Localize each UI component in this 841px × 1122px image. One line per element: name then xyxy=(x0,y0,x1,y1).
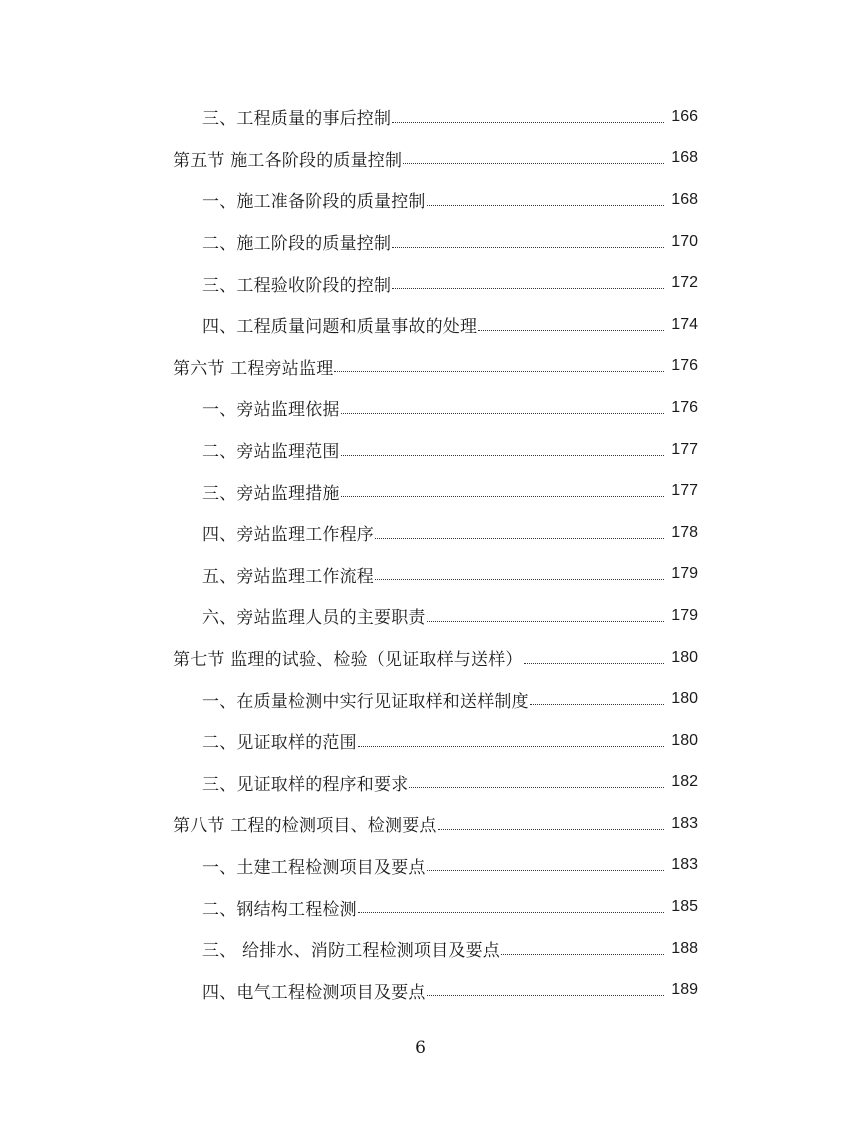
toc-entry-page: 183 xyxy=(671,856,698,874)
dot-leader xyxy=(341,479,664,497)
toc-entry-title: 第八节 工程的检测项目、检测要点 xyxy=(173,816,437,837)
toc-entry-title: 一、土建工程检测项目及要点 xyxy=(202,857,426,878)
dot-leader xyxy=(392,230,664,248)
toc-entry[interactable] xyxy=(0,678,841,720)
dot-leader xyxy=(334,354,664,372)
dot-leader xyxy=(358,895,664,913)
toc-entry-page: 176 xyxy=(671,398,698,416)
toc-entry-page: 188 xyxy=(671,939,698,957)
dot-leader xyxy=(392,105,664,123)
toc-section-entry[interactable] xyxy=(0,346,841,388)
toc-entry-page: 176 xyxy=(671,357,698,375)
dot-leader xyxy=(427,188,664,206)
toc-entry-page: 179 xyxy=(671,565,698,583)
toc-entry-page: 172 xyxy=(671,274,698,292)
dot-leader xyxy=(409,770,664,788)
toc-entry[interactable] xyxy=(0,845,841,887)
toc-entry[interactable] xyxy=(0,221,841,263)
dot-leader xyxy=(530,687,664,705)
toc-entry-title: 四、旁站监理工作程序 xyxy=(202,525,374,546)
toc-entry-title: 一、旁站监理依据 xyxy=(202,400,340,421)
toc-entry-title: 三、见证取样的程序和要求 xyxy=(202,774,409,795)
toc-entry[interactable] xyxy=(0,928,841,970)
toc-section-entry[interactable] xyxy=(0,803,841,845)
toc-entry-page: 168 xyxy=(671,149,698,167)
toc-entry-page: 177 xyxy=(671,440,698,458)
toc-entry[interactable] xyxy=(0,554,841,596)
toc-entry-title: 二、钢结构工程检测 xyxy=(202,899,357,920)
toc-entry-title: 六、旁站监理人员的主要职责 xyxy=(202,608,426,629)
toc-entry[interactable] xyxy=(0,969,841,1011)
toc-entry[interactable] xyxy=(0,512,841,554)
toc-entry[interactable] xyxy=(0,470,841,512)
toc-entry-page: 170 xyxy=(671,232,698,250)
toc-entry[interactable] xyxy=(0,387,841,429)
dot-leader xyxy=(427,978,664,996)
toc-entry[interactable] xyxy=(0,304,841,346)
toc-entry-title: 一、在质量检测中实行见证取样和送样制度 xyxy=(202,691,529,712)
toc-entry-page: 180 xyxy=(671,731,698,749)
dot-leader xyxy=(438,812,664,830)
table-of-contents xyxy=(0,96,841,1011)
toc-entry[interactable] xyxy=(0,96,841,138)
toc-entry[interactable] xyxy=(0,595,841,637)
toc-entry-page: 189 xyxy=(671,981,698,999)
toc-entry-page: 177 xyxy=(671,482,698,500)
toc-entry-title: 三、工程验收阶段的控制 xyxy=(202,275,392,296)
toc-entry-title: 一、施工准备阶段的质量控制 xyxy=(202,192,426,213)
toc-entry-title: 第五节 施工各阶段的质量控制 xyxy=(173,150,403,171)
toc-entry[interactable] xyxy=(0,886,841,928)
dot-leader xyxy=(341,396,664,414)
dot-leader xyxy=(392,271,664,289)
toc-entry[interactable] xyxy=(0,179,841,221)
page-number-footer: 6 xyxy=(415,1038,426,1058)
dot-leader xyxy=(375,562,664,580)
dot-leader xyxy=(375,521,664,539)
dot-leader xyxy=(403,146,664,164)
toc-entry-page: 182 xyxy=(671,773,698,791)
toc-entry-page: 174 xyxy=(671,315,698,333)
toc-entry-title: 三、工程质量的事后控制 xyxy=(202,109,392,130)
toc-entry[interactable] xyxy=(0,762,841,804)
toc-entry-title: 二、施工阶段的质量控制 xyxy=(202,234,392,255)
toc-entry-title: 三、 给排水、消防工程检测项目及要点 xyxy=(202,941,501,962)
toc-entry[interactable] xyxy=(0,429,841,471)
dot-leader xyxy=(478,313,664,331)
toc-entry-page: 166 xyxy=(671,107,698,125)
dot-leader xyxy=(524,646,664,664)
toc-entry-title: 三、旁站监理措施 xyxy=(202,483,340,504)
dot-leader xyxy=(427,853,664,871)
toc-entry-title: 五、旁站监理工作流程 xyxy=(202,566,374,587)
toc-entry-page: 180 xyxy=(671,690,698,708)
dot-leader xyxy=(341,438,664,456)
dot-leader xyxy=(501,937,664,955)
dot-leader xyxy=(358,729,664,747)
toc-entry-title: 四、工程质量问题和质量事故的处理 xyxy=(202,317,478,338)
toc-entry-page: 179 xyxy=(671,606,698,624)
toc-entry-title: 二、见证取样的范围 xyxy=(202,733,357,754)
toc-entry[interactable] xyxy=(0,720,841,762)
toc-entry-page: 185 xyxy=(671,898,698,916)
toc-entry[interactable] xyxy=(0,262,841,304)
toc-entry-page: 180 xyxy=(671,648,698,666)
toc-entry-page: 178 xyxy=(671,523,698,541)
toc-entry-title: 二、旁站监理范围 xyxy=(202,442,340,463)
dot-leader xyxy=(427,604,664,622)
toc-entry-title: 第六节 工程旁站监理 xyxy=(173,358,334,379)
toc-section-entry[interactable] xyxy=(0,637,841,679)
toc-entry-page: 183 xyxy=(671,814,698,832)
toc-entry-page: 168 xyxy=(671,190,698,208)
toc-entry-title: 第七节 监理的试验、检验（见证取样与送样） xyxy=(173,650,523,671)
toc-entry-title: 四、电气工程检测项目及要点 xyxy=(202,982,426,1003)
toc-section-entry[interactable] xyxy=(0,138,841,180)
